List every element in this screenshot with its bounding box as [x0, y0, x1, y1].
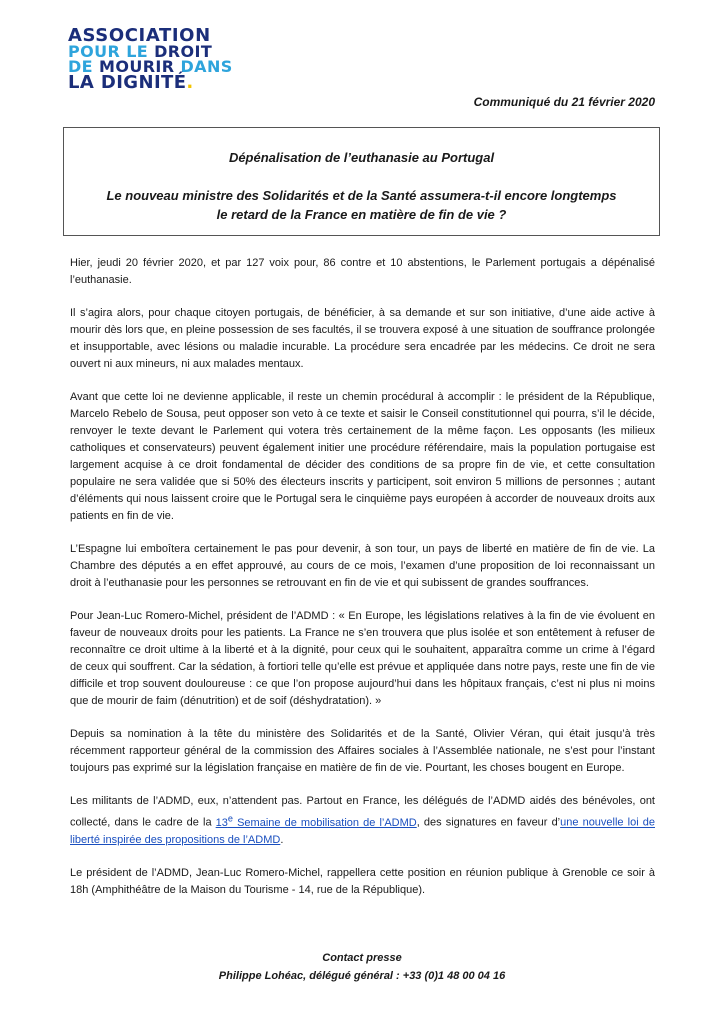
link-semaine-number: 13 [215, 816, 228, 829]
paragraph-7-text-before: Les militants de l’ADMD, eux, n’attendent pas. Partout en France, les délégués de l’ADMD aidés des bénévoles, ont collecté, dans le cadre de la [70, 795, 655, 829]
headline-title: Dépénalisation de l’euthanasie au Portugal [228, 150, 495, 165]
press-contact [0, 949, 724, 985]
paragraph-2: Il s’agira alors, pour chaque citoyen portugais, de bénéficier, à sa demande et sur son initiative, d’une aide active à mourir dès lors que, en pleine possession de ses facultés, il se trouvera exposé à une situation de souffrance prolongée et insupportable, avec lésions ou maladie incurable. La procédure sera encadrée par les médecins. Ce droit ne sera ouvert ni aux mineurs, ni aux malades mentaux. [70, 307, 655, 370]
paragraph-4: L’Espagne lui emboîtera certainement le pas pour devenir, à son tour, un pays de liberté en matière de fin de vie. La Chambre des députés a en effet approuvé, au cours de ce mois, l’examen d’une proposition de loi reconnaissant un droit à l’euthanasie pour les personnes se retrouvant en fin de vie et qui subissent de grandes souffrances. [70, 543, 655, 589]
logo-text-mourir: MOURIR [99, 57, 175, 76]
paragraph-7 [70, 793, 655, 849]
logo-text-la-dignite: LA DIGNITÉ [68, 71, 187, 93]
paragraph-7-text-middle: , des signatures en faveur d’ [416, 816, 561, 829]
contact-line: Philippe Lohéac, délégué général : +33 (0)1 48 00 04 16 [218, 970, 506, 982]
logo-text-dans: DANS [180, 57, 233, 76]
headline-box [63, 127, 660, 236]
communique-date: Communiqué du 21 février 2020 [473, 95, 655, 109]
press-release-body [70, 255, 655, 915]
link-nouvelle-loi[interactable]: une nouvelle loi de liberté inspirée des propositions de l’ADMD [70, 816, 655, 846]
paragraph-3: Avant que cette loi ne devienne applicable, il reste un chemin procédural à accomplir : le président de la République, Marcelo Rebelo de Sousa, peut opposer son veto à ce texte et saisir le Conseil constitutionnel qui pourra, s’il le décide, renvoyer le texte devant le Parlement qui votera très certainement de la même façon. Les opposants (les milieux catholiques et conservateurs) peuvent également initier une procédure référendaire, mais la population portugaise est largement acquise à ce droit fondamental de décider des conditions de sa propre fin de vie, et cette consultation populaire ne sera validée que si 50% des électeurs inscrits y participent, soit environ 5 millions de personnes ; autant d’éléments qui nous laissent croire que le Portugal sera le cinquième pays européen à accorder de nouveaux droits aux patients en fin de vie. [70, 391, 655, 522]
link-semaine-label: Semaine de mobilisation de l’ADMD [233, 816, 417, 829]
logo-text-droit: DROIT [154, 41, 213, 61]
paragraph-5: Pour Jean-Luc Romero-Michel, président de l’ADMD : « En Europe, les législations relatives à la fin de vie évoluent en faveur de nouveaux droits pour les patients. La France ne s’en trouvera que plus isolée et son entêtement à refuser de reconnaître ce droit ultime à la liberté et à la dignité, pour ceux qui le souhaitent, apparaîtra comme un crime à l’égard de ceux qui souffrent. Car la sédation, à fortiori telle qu’elle est prévue et appliquée dans notre pays, reste une fin de vie difficile et trop souvent douloureuse : ce que l’on propose aujourd’hui dans les hôpitaux français, c’est ni plus ni moins que de mourir de faim (dénutrition) et de soif (déshydratation). » [70, 610, 655, 707]
link-semaine-superscript: e [227, 813, 233, 823]
paragraph-1: Hier, jeudi 20 février 2020, et par 127 voix pour, 86 contre et 10 abstentions, le Parlement portugais a dépénalisé l’euthanasie. [70, 257, 655, 286]
link-semaine-mobilisation[interactable] [215, 813, 417, 829]
headline-subtitle: Le nouveau ministre des Solidarités et de la Santé assumera-t-il encore longtemps le retard de la France en matière de fin de vie ? [106, 188, 617, 222]
logo-line-association: ASSOCIATION [68, 25, 211, 46]
logo-text-pour-le: POUR LE [68, 41, 149, 61]
logo-line-4 [68, 71, 268, 93]
contact-heading: Contact presse [322, 952, 402, 964]
paragraph-6: Depuis sa nomination à la tête du ministère des Solidarités et de la Santé, Olivier Véran, qui était jusqu’à très récemment rapporteur général de la commission des Affaires sociales à l’Assemblée nationale, ne s’est pour l’instant toujours pas exprimé sur la législation française en matière de fin de vie. Pourtant, les choses bougent en Europe. [70, 728, 655, 774]
logo-dot: . [186, 71, 194, 93]
admd-logo [68, 25, 268, 94]
paragraph-7-text-after: . [280, 833, 284, 846]
logo-text-de: DE [68, 57, 94, 76]
paragraph-8: Le président de l’ADMD, Jean-Luc Romero-Michel, rappellera cette position en réunion publique à Grenoble ce soir à 18h (Amphithéâtre de la Maison du Tourisme - 14, rue de la République). [70, 866, 655, 896]
